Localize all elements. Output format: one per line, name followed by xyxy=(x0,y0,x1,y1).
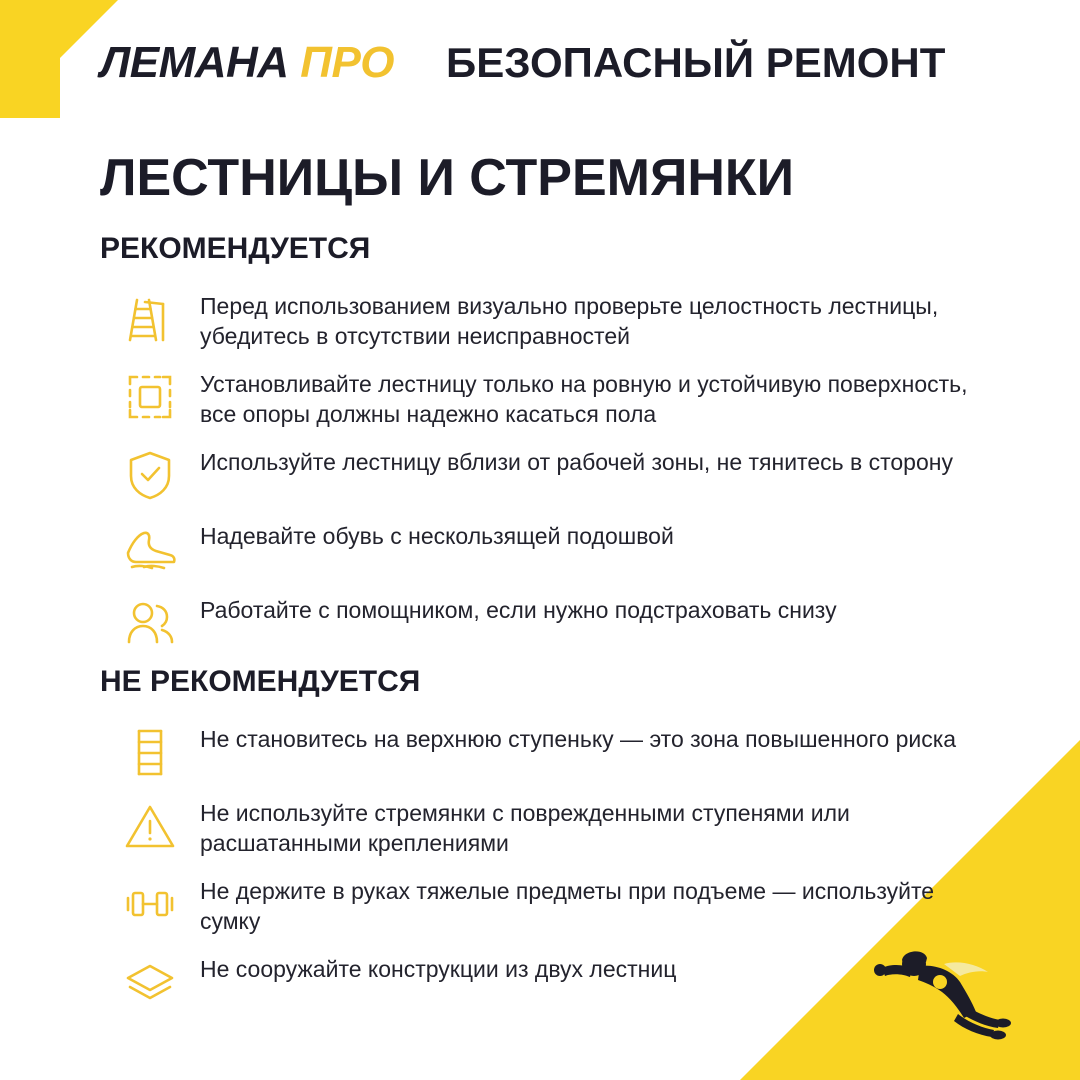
two-people-icon xyxy=(100,592,200,652)
section-recommended-title: РЕКОМЕНДУЕТСЯ xyxy=(100,232,371,265)
ladder-icon xyxy=(100,288,200,348)
list-item xyxy=(100,592,980,652)
list-item-text: Не становитесь на верхнюю ступеньку — это зона повышенного риска xyxy=(200,726,957,752)
list-item-text: Работайте с помощником, если нужно подстраховать снизу xyxy=(200,596,837,623)
list-item xyxy=(100,721,980,781)
list-item-text: Установливайте лестницу только на ровную и устойчивую поверхность, все опоры должны надежно касаться пола xyxy=(200,370,968,427)
brand-logo xyxy=(100,38,394,88)
list-item-text: Не сооружайте конструкции из двух лестниц xyxy=(200,955,677,982)
list-item-text: Перед использованием визуально проверьте целостность лестницы, убедитесь в отсутствии неисправностей xyxy=(200,293,939,349)
flat-surface-icon xyxy=(100,366,200,426)
brand-logo-primary: ЛЕМАНА xyxy=(100,38,289,87)
list-item xyxy=(100,795,980,859)
list-item xyxy=(100,518,980,578)
list-item-text: Не держите в руках тяжелые предметы при подъеме — используйте сумку xyxy=(200,877,935,934)
poster-header xyxy=(100,38,945,88)
section-recommended xyxy=(100,232,980,666)
list-item xyxy=(100,444,980,504)
list-item xyxy=(100,288,980,352)
list-item-text: Используйте лестницу вблизи от рабочей зоны, не тянитесь в сторону xyxy=(200,448,953,475)
shoe-icon xyxy=(100,518,200,578)
brand-logo-accent: ПРО xyxy=(300,38,395,87)
list-item-text: Надевайте обувь с нескользящей подошвой xyxy=(200,522,674,549)
stacked-layers-icon xyxy=(100,951,200,1011)
list-item-text: Не используйте стремянки с поврежденными ступенями или расшатанными креплениями xyxy=(200,800,850,856)
page-title: ЛЕСТНИЦЫ И СТРЕМЯНКИ xyxy=(100,149,795,207)
warning-triangle-icon xyxy=(100,795,200,855)
flying-worker-mascot xyxy=(848,920,1028,1040)
dumbbell-icon xyxy=(100,873,200,933)
top-step-icon xyxy=(100,721,200,781)
section-not-recommended-title: НЕ РЕКОМЕНДУЕТСЯ xyxy=(100,665,421,698)
list-item xyxy=(100,366,980,430)
header-campaign-title: БЕЗОПАСНЫЙ РЕМОНТ xyxy=(446,39,946,86)
shield-check-icon xyxy=(100,444,200,504)
